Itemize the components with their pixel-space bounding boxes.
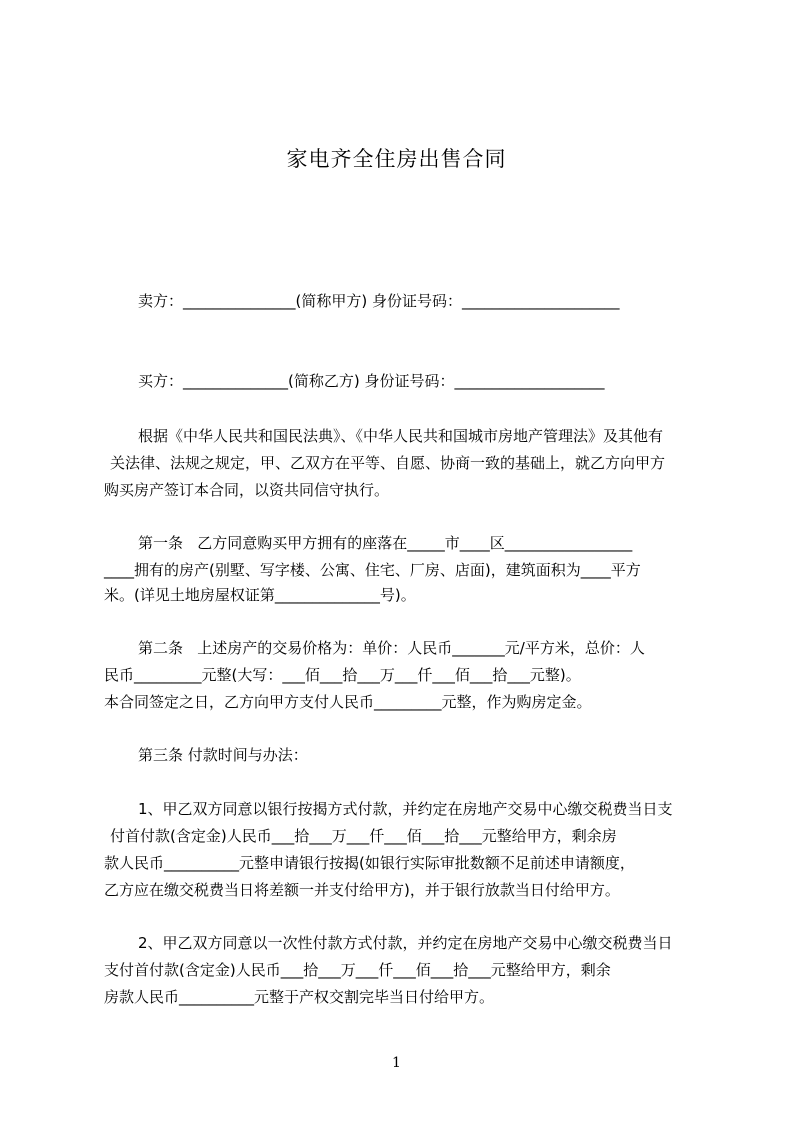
page-number: 1	[392, 1055, 401, 1071]
clause2-line-2: 支付首付款(含定金)人民币___拾___万___仟___佰___拾___元整给甲方，剩余	[104, 961, 611, 979]
clause2-line-1: 2、甲乙双方同意以一次性付款方式付款，并约定在房地产交易中心缴交税费当日	[138, 934, 673, 952]
preamble-line-2: 关法律、法规之规定，甲、乙双方在平等、自愿、协商一致的基础上，就乙方向甲方	[110, 454, 666, 472]
document-title: 家电齐全住房出售合同	[286, 147, 507, 171]
clause1-line-3: 款人民币__________元整申请银行按揭(如银行实际审批数额不足前述申请额度，	[104, 854, 635, 872]
preamble-line-3: 购买房产签订本合同，以资共同信守执行。	[104, 481, 390, 499]
article3-heading: 第三条 付款时间与办法：	[138, 746, 308, 764]
article2-line-1: 第二条 上述房产的交易价格为：单价：人民币_______元/平方米，总价：人	[138, 639, 645, 657]
article2-line-2: 民币_________元整(大写：___佰___拾___万___仟___佰___拾___元整)。	[104, 666, 581, 684]
clause1-line-2: 付首付款(含定金)人民币___拾___万___仟___佰___拾___元整给甲方，剩余房	[110, 827, 617, 845]
clause1-line-4: 乙方应在缴交税费当日将差额一并支付给甲方)，并于银行放款当日付给甲方。	[104, 881, 620, 899]
clause2-line-3: 房款人民币__________元整于产权交割完毕当日付给甲方。	[104, 988, 495, 1006]
article1-line-3: 米。(详见土地房屋权证第______________号)。	[104, 586, 416, 604]
article2-line-3: 本合同签定之日，乙方向甲方支付人民币_________元整，作为购房定金。	[104, 693, 592, 711]
buyer-line: 买方：______________(简称乙方) 身份证号码：____________________	[138, 372, 605, 390]
clause1-line-1: 1、甲乙双方同意以银行按揭方式付款，并约定在房地产交易中心缴交税费当日支	[138, 800, 673, 818]
preamble-line-1: 根据《中华人民共和国民法典》、《中华人民共和国城市房地产管理法》及其他有	[138, 427, 664, 445]
seller-line: 卖方：_______________(简称甲方) 身份证号码：_____________________	[138, 292, 620, 310]
article1-line-2: ____拥有的房产(别墅、写字楼、公寓、住宅、厂房、店面)，建筑面积为____平方	[104, 561, 641, 579]
article1-line-1: 第一条 乙方同意购买甲方拥有的座落在_____市____区_________________	[138, 534, 633, 552]
